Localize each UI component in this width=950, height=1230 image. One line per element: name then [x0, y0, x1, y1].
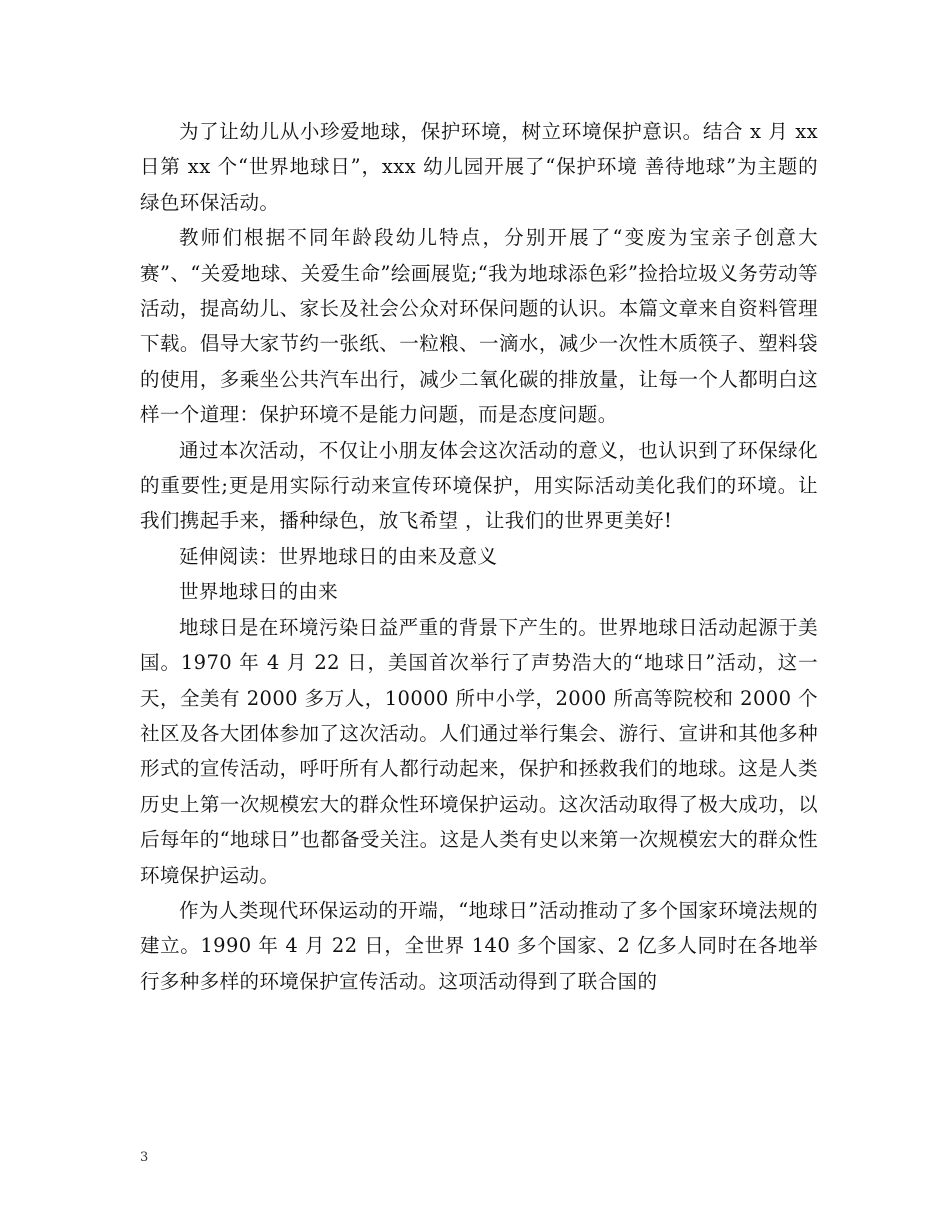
paragraph-teacher-activities: 教师们根据不同年龄段幼儿特点，分别开展了“变废为宝亲子创意大赛”、“关爱地球、关爱生命”绘画展览;“我为地球添色彩”捡拾垃圾义务劳动等活动，提高幼儿、家长及社会公众对环保问题的认识。本篇文章来自资料管理下载。倡导大家节约一张纸、一粒粮、一滴水，减少一次性木质筷子、塑料袋的使用，多乘坐公共汽车出行，减少二氧化碳的排放量，让每一个人都明白这样一个道理：保护环境不是能力问题，而是态度问题。 — [140, 226, 818, 427]
paragraph-activity-significance: 通过本次活动，不仅让小朋友体会这次活动的意义，也认识到了环保绿化的重要性;更是用实际行动来宣传环境保护，用实际活动美化我们的环境。让我们携起手来，播种绿色，放飞希望 ，让我们的世界更美好! — [140, 438, 818, 533]
document-body — [140, 114, 818, 999]
extended-reading-heading: 延伸阅读：世界地球日的由来及意义 — [179, 544, 498, 568]
paragraph-environmental-movement: 作为人类现代环保运动的开端，“地球日”活动推动了多个国家环境法规的建立。1990 年 4 月 22 日，全世界 140 多个国家、2 亿多人同时在各地举行多种多样的环境保护宣传活动。这项活动得到了联合国的 — [140, 898, 818, 993]
paragraph-earth-day-activity-intro: 为了让幼儿从小珍爱地球，保护环境，树立环境保护意识。结合 x 月 xx 日第 xx 个“世界地球日”，xxx 幼儿园开展了“保护环境 善待地球”为主题的绿色环保活动。 — [140, 120, 818, 214]
paragraph-earth-day-origin: 地球日是在环境污染日益严重的背景下产生的。世界地球日活动起源于美国。1970 年 4 月 22 日，美国首次举行了声势浩大的“地球日”活动，这一天，全美有 2000 多万人，10000 所中小学，2000 所高等院校和 2000 个社区及各大团体参加了这次活动。人们通过举行集会、游行、宣讲和其他多种形式的宣传活动，呼吁所有人都行动起来，保护和拯救我们的地球。这是人类历史上第一次规模宏大的群众性环境保护运动。这次活动取得了极大成功，以后每年的“地球日”也都备受关注。这是人类有史以来第一次规模宏大的群众性环境保护运动。 — [140, 615, 818, 887]
page-number: 3 — [140, 1150, 149, 1165]
section-heading-origin: 世界地球日的由来 — [179, 580, 339, 604]
